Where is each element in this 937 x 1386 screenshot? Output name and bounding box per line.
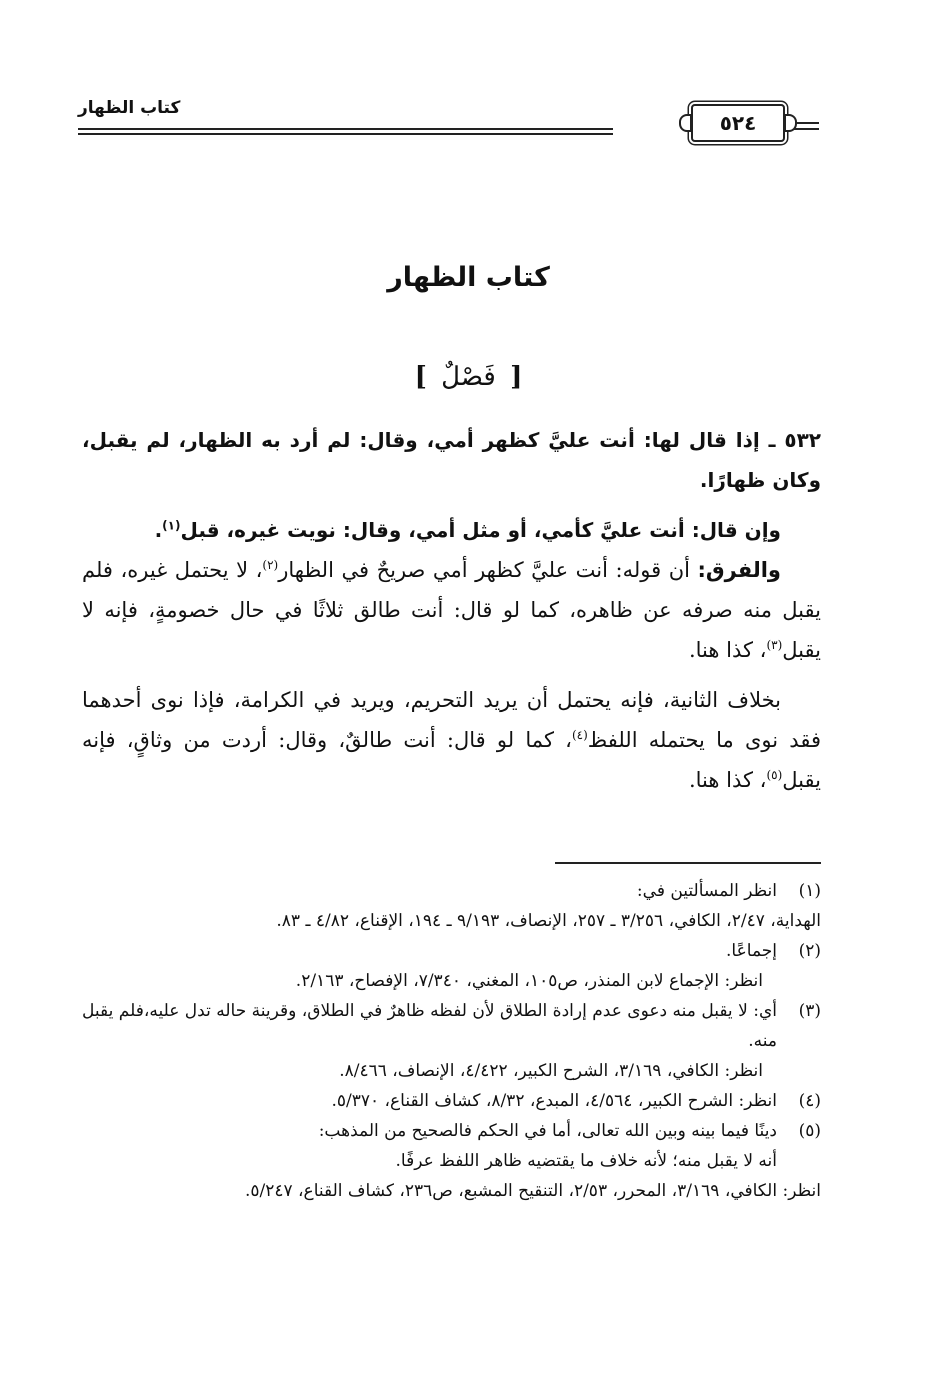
footnote-item [82,1086,821,1116]
footnote-number: (٤) [798,1091,821,1111]
second-case-paragraph [82,510,821,550]
paragraph-text: . [154,518,163,542]
footnote-line: إجماعًا. [726,941,777,961]
chapter-title: كتاب الظهار [387,262,550,293]
contrast-paragraph [82,680,821,800]
footnote-ref: (٤) [571,728,588,742]
paragraph-text: ، كذا هنا. [688,638,767,662]
footnote-ref: (١) [162,518,181,533]
footnote-ref: (٣) [766,638,783,652]
footnote-line: دينًا فيما بينه وبين الله تعالى، أما في الحكم فالصحيح من المذهب: [318,1121,777,1141]
footnote-line: انظر: الشرح الكبير، ٤/٥٦٤، المبدع، ٨/٣٢، كشاف القناع، ٥/٣٧٠. [331,1091,777,1111]
footnotes [82,876,821,1206]
footnote-item [82,876,821,936]
footnote-number: (٥) [798,1121,821,1141]
page-number: ٥٢٤ [719,111,757,135]
main-text [82,420,821,800]
header-rule [78,128,613,130]
section-heading-text: فَصْلٌ [441,362,496,392]
paragraph-text: ، لا يحتمل غيره، فلم يقبل منه صرفه عن ظاهره، كما لو قال: أنت طالق ثلاثًا في حال خصومةٍ، فإنه لا يقبل [82,558,821,662]
footnote-line: انظر: الكافي، ٣/١٦٩، الشرح الكبير، ٤/٤٢٢، الإنصاف، ٨/٤٦٦. [339,1061,763,1081]
running-header [78,86,819,146]
paragraph-text: ، كما لو قال: أنت طالقٌ، وقال: أردت من وثاقٍ، فإنه يقبل [82,728,821,792]
footnote-line: انظر: الكافي، ٣/١٦٩، المحرر، ٢/٥٣، التنقيح المشبع، ص٢٣٦، كشاف القناع، ٥/٢٤٧. [244,1181,821,1201]
page-number-frame [691,104,785,142]
footnote-line: الهداية، ٢/٤٧، الكافي، ٣/٢٥٦ ـ ٢٥٧، الإنصاف، ٩/١٩٣ ـ ١٩٤، الإقناع، ٤/٨٢ ـ ٨٣. [276,911,821,931]
footnote-item [82,936,821,996]
footnote-separator [555,862,821,864]
heading-open-bracket: [ [510,362,523,392]
difference-lead: والفرق: [697,558,781,582]
footnote-item [82,996,821,1086]
issue-paragraph: ٥٣٢ ـ إذا قال لها: أنت عليَّ كظهر أمي، وقال: لم أرد به الظهار، لم يقبل، وكان ظهارًا. [82,428,821,492]
section-heading [0,362,937,392]
footnote-ref: (٥) [766,768,783,782]
running-header-title: كتاب الظهار [78,98,181,118]
paragraph-text: وإن قال: أنت عليَّ كأمي، أو مثل أمي، وقال: نويت غيره، قبل [180,518,781,542]
footnote-line: انظر: الإجماع لابن المنذر، ص١٠٥، المغني، ٧/٣٤٠، الإفصاح، ٢/١٦٣. [295,971,763,991]
paragraph-text: ، كذا هنا. [688,768,767,792]
paragraph-text: أن قوله: أنت عليَّ كظهر أمي صريحٌ في الظهار [278,558,698,582]
footnote-line: أنه لا يقبل منه؛ لأنه خلاف ما يقتضيه ظاهر اللفظ عرفًا. [395,1151,777,1171]
footnote-line: أي: لا يقبل منه دعوى عدم إرادة الطلاق لأن لفظه ظاهرٌ في الطلاق، وقرينة حاله تدل عليه،فلم يقبل منه. [82,1001,777,1051]
heading-close-bracket: ] [414,362,427,392]
header-rule [78,133,613,135]
difference-paragraph [82,550,821,670]
paragraph-text: بخلاف الثانية، فإنه يحتمل أن يريد التحريم، ويريد في الكرامة، فإذا نوى أحدهما فقد نوى ما يحتمله اللفظ [82,688,821,752]
footnote-number: (٣) [798,1001,821,1021]
footnote-number: (٢) [798,941,821,961]
footnote-number: (١) [798,881,821,901]
footnote-ref: (٢) [262,558,279,572]
footnote-line: انظر المسألتين في: [636,881,777,901]
footnote-item [82,1116,821,1206]
